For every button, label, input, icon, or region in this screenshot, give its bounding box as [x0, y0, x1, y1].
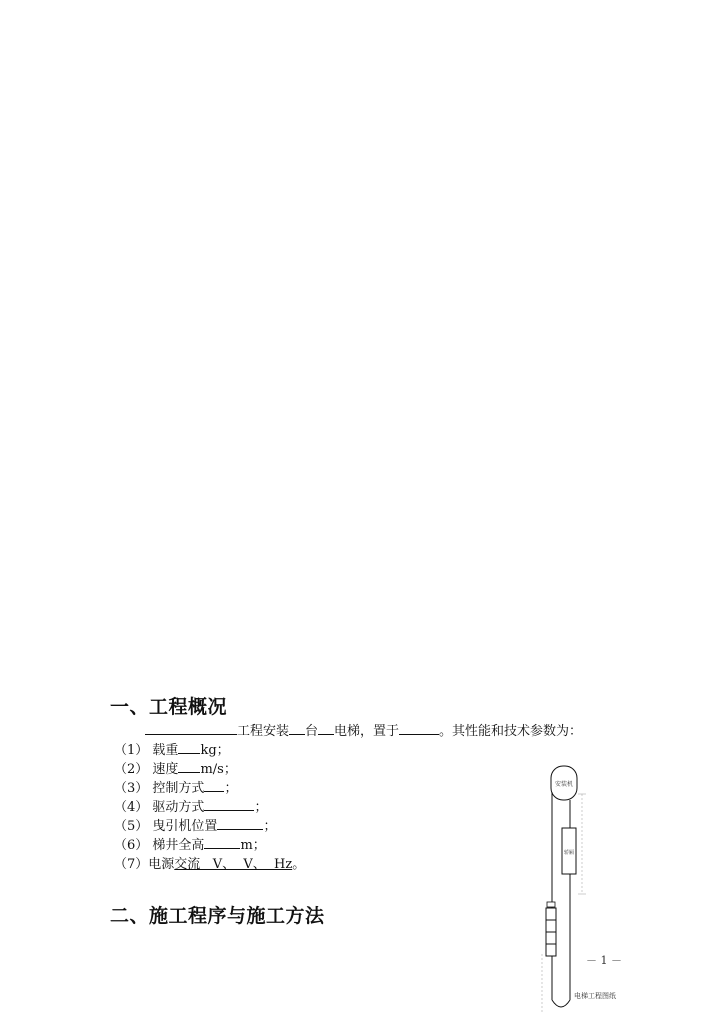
diagram-caption: 电梯工程图纸 [574, 992, 616, 1000]
item-label: 速度 [152, 762, 179, 777]
item-number: （7） [114, 857, 149, 872]
blank-unit-count [289, 722, 305, 735]
item-suffix: m； [240, 838, 266, 853]
compensation-loop [552, 1000, 570, 1007]
parameter-item-2 [114, 760, 305, 779]
section-2-heading: 二、施工程序与施工方法 [110, 905, 325, 927]
item-label: 控制方式 [152, 781, 205, 796]
item-label: 梯井全高 [152, 838, 205, 853]
intro-text-2: 台 [305, 724, 319, 739]
item-number: （1） [114, 743, 149, 758]
item-suffix: m/s； [200, 762, 237, 777]
blank-load [178, 741, 200, 754]
item-number: （5） [114, 819, 149, 834]
intro-text-4: 。其性能和技术参数为： [439, 724, 583, 739]
blank-drive-method [204, 798, 254, 811]
item-number: （6） [114, 838, 149, 853]
counterweight-top-block [547, 902, 555, 907]
diagram-car-label: 轿厢 [563, 850, 575, 856]
blank-speed [178, 760, 200, 773]
item-number: （3） [114, 781, 149, 796]
blank-shaft-height [204, 836, 240, 849]
page-number: － 1 － [586, 954, 622, 967]
item-label: 驱动方式 [152, 800, 205, 815]
item-number: （2） [114, 762, 149, 777]
parameter-item-1 [114, 741, 305, 760]
item-label: 载重 [152, 743, 179, 758]
blank-control-method [204, 779, 224, 792]
blank-traction-position [217, 817, 263, 830]
power-supply-fill: 交流 V、 V、 Hz [174, 857, 293, 872]
diagram-top-label: 安装机 [554, 781, 574, 788]
parameter-item-5 [114, 817, 305, 836]
parameter-list [114, 741, 305, 874]
section-1-heading: 一、工程概况 [110, 696, 228, 718]
item-suffix: ； [224, 781, 238, 796]
item-suffix: kg； [200, 743, 230, 758]
item-suffix: ； [263, 819, 277, 834]
elevator-diagram [530, 764, 620, 1014]
intro-paragraph [145, 722, 625, 740]
intro-text-3: 电梯，置于 [334, 724, 400, 739]
parameter-item-3 [114, 779, 305, 798]
intro-text-1: 工程安装 [237, 724, 290, 739]
item-suffix: ； [254, 800, 268, 815]
item-label: 电源 [148, 857, 175, 872]
item-number: （4） [114, 800, 149, 815]
blank-elevator-type [318, 722, 334, 735]
blank-location [399, 722, 439, 735]
item-label: 曳引机位置 [152, 819, 218, 834]
item-suffix: 。 [292, 857, 306, 872]
parameter-item-7 [114, 855, 305, 874]
parameter-item-4 [114, 798, 305, 817]
parameter-item-6 [114, 836, 305, 855]
blank-project-name [145, 722, 237, 735]
